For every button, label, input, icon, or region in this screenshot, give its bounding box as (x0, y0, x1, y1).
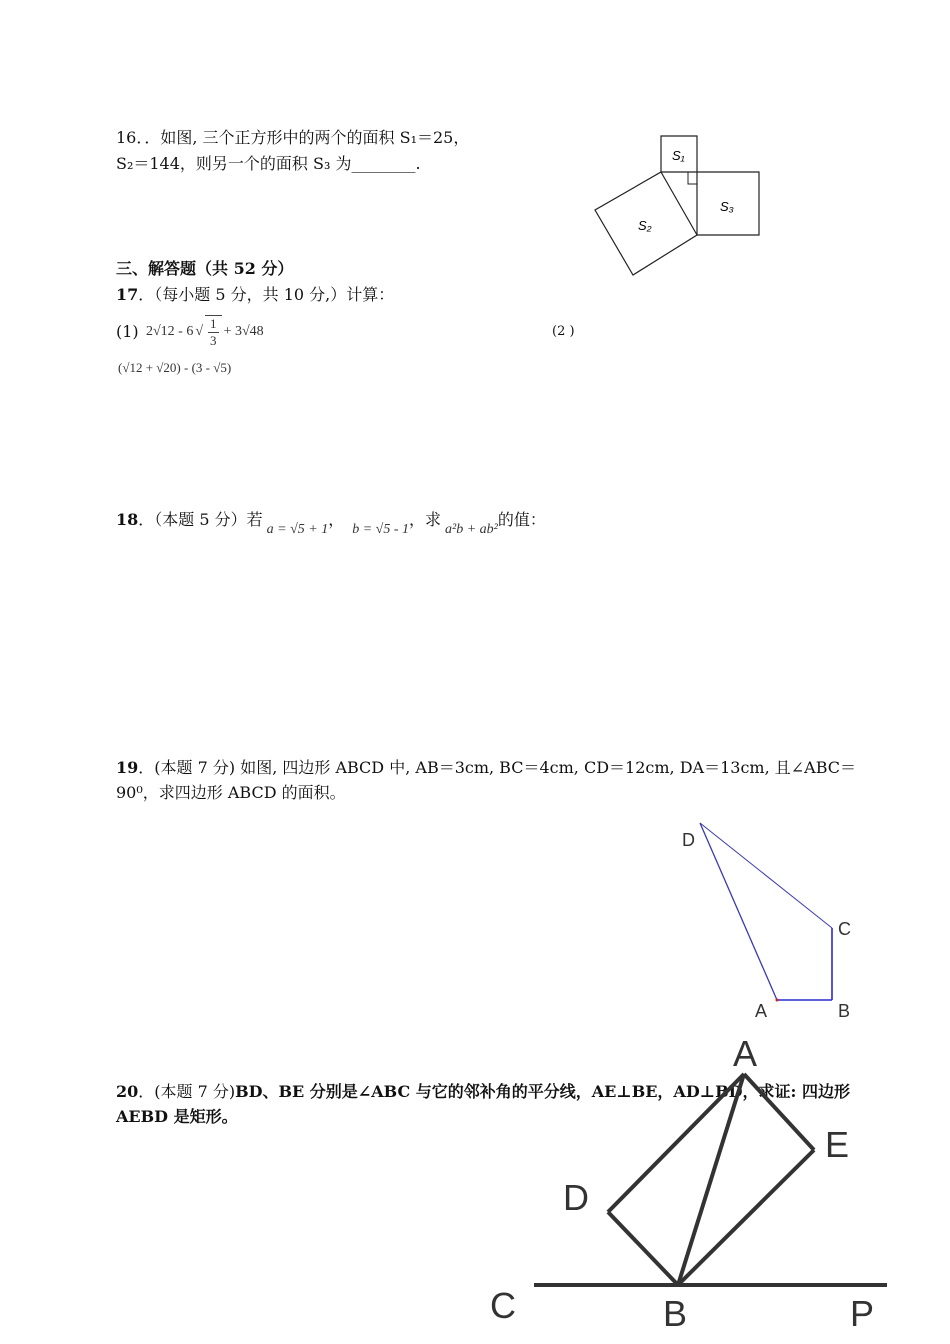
q16-line1: 16．．如图, 三个正方形中的两个的面积 S₁＝25， (116, 128, 470, 147)
three-squares-figure (590, 130, 770, 280)
q18-desc: ．（本题 5 分）若 (138, 510, 263, 529)
label-d: D (563, 1177, 589, 1218)
q19-line2: 90⁰，求四边形 ABCD 的面积。 (116, 783, 346, 802)
q17-frac-num: 1 (210, 316, 217, 331)
q17-frac-den: 3 (210, 333, 217, 348)
q17-part2-expr: (√12 + √20) - (3 - √5) (118, 360, 232, 375)
q18-b-expr: b = √5 - 1 (352, 522, 410, 537)
label-d: D (682, 830, 695, 850)
label-e: E (825, 1124, 850, 1165)
q17-part1-a: 2√12 - 6 (146, 324, 194, 339)
edge-dc (700, 823, 832, 928)
q18-tail: 的值： (497, 510, 546, 529)
q18-ask: ，求 (409, 510, 442, 529)
section3-title: 三、解答题（共 52 分） (116, 259, 294, 278)
q18-sep: ， (328, 510, 345, 529)
q19-number: 19 (116, 758, 139, 777)
q17-number: 17 (116, 285, 139, 304)
q17-part1-b: + 3√48 (223, 324, 264, 339)
label-s2: S₂ (638, 218, 652, 233)
label-s1: S₁ (672, 148, 685, 163)
label-a: A (755, 1001, 768, 1021)
right-angle-mark (688, 172, 697, 184)
q20-text1: BD、BE 分别是∠ABC 与它的邻补角的平分线，AE⊥BE，AD⊥BD，求证: 四边形 (235, 1082, 850, 1101)
q18-line (116, 508, 546, 537)
q19-text1: ．(本题 7 分) 如图, 四边形 ABCD 中, AB＝3cm, BC＝4cm, CD＝12cm, DA＝13cm, 且∠ABC＝ (138, 758, 857, 777)
label-p: P (850, 1293, 875, 1334)
q18-number: 18 (116, 510, 139, 529)
point-a (776, 999, 779, 1002)
q17-part2-label: (2 ) (552, 324, 575, 339)
q20-number: 20 (116, 1082, 139, 1101)
segment-bd (608, 1212, 678, 1285)
q17-part1-label: (1) (116, 322, 139, 341)
segment-ae (744, 1074, 814, 1150)
q20-line2: AEBD 是矩形。 (116, 1107, 238, 1126)
label-c: C (838, 919, 851, 939)
rectangle-aebd-figure (480, 1030, 900, 1344)
q17-desc: ．（每小题 5 分，共 10 分,）计算： (138, 285, 395, 304)
label-b: B (838, 1001, 851, 1021)
label-a: A (733, 1033, 758, 1074)
label-c: C (490, 1285, 516, 1326)
q18-a-expr: a = √5 + 1 (266, 522, 329, 537)
label-b: B (663, 1293, 688, 1334)
q17-part1-fraction (205, 315, 222, 349)
q17-part1-expr: 2√12 - 6 √ $\frac{1}{3}$ + 3√48 (146, 316, 264, 348)
q20-paren: ．(本题 7 分) (138, 1082, 236, 1101)
quadrilateral-abcd-figure (670, 815, 870, 1030)
q19-line1 (116, 756, 856, 780)
label-s3: S₃ (720, 199, 734, 214)
q18-target-expr: a²b + ab² (445, 522, 498, 537)
q16-line2: S₂＝144，则另一个的面积 S₃ 为________. (116, 154, 421, 173)
edge-da (700, 823, 777, 1000)
q17-header (116, 283, 394, 307)
